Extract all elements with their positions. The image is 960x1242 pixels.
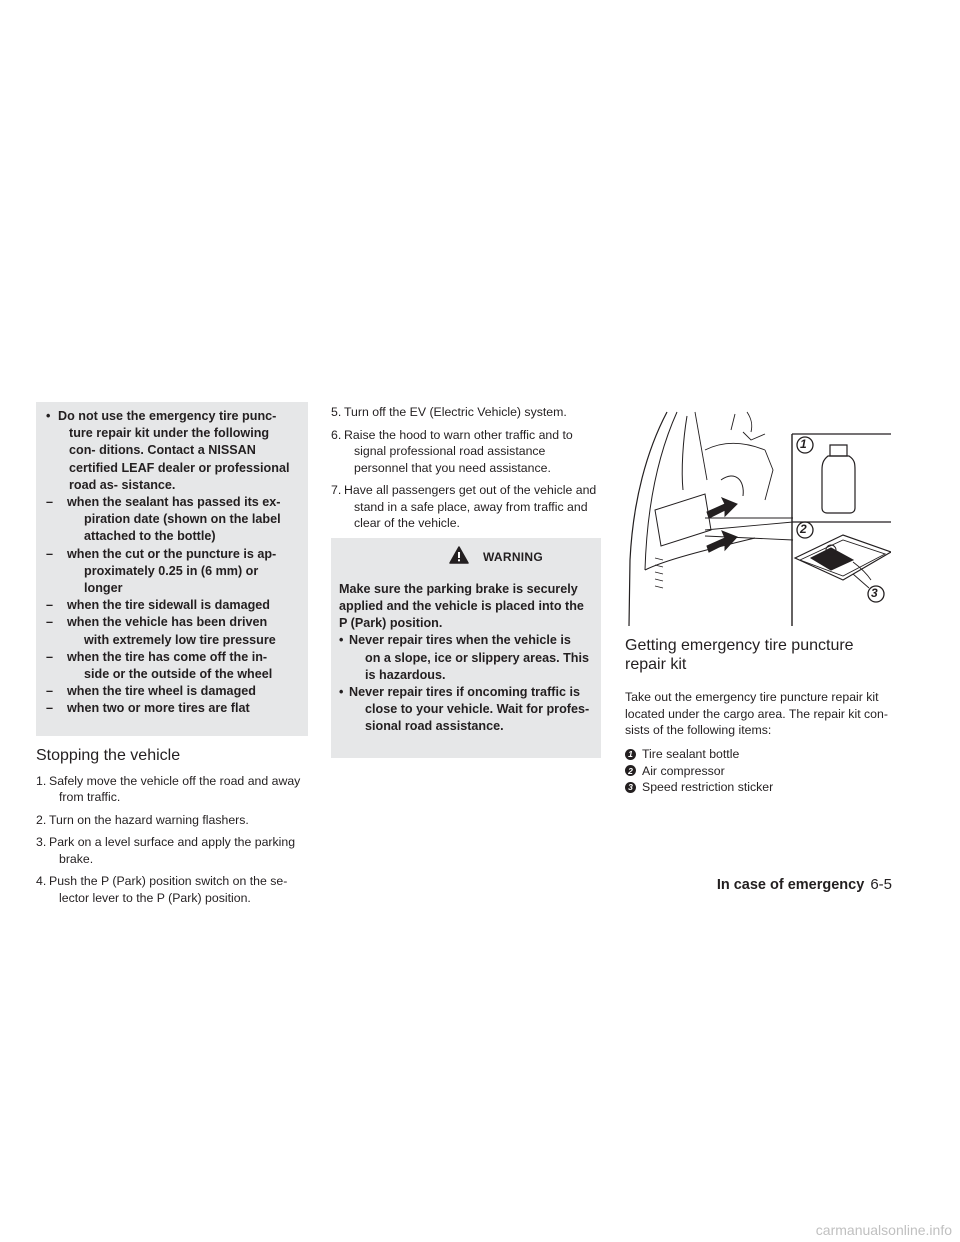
stopping-heading: Stopping the vehicle <box>36 746 181 764</box>
step-text: Have all passengers get out of the vehicle and <box>344 483 597 497</box>
condition-text-cont: with extremely low tire pressure <box>84 632 276 647</box>
step-number: 5. <box>331 405 342 419</box>
warning-icon <box>449 546 469 569</box>
kit-items <box>625 746 896 796</box>
warning-bullet-cont: close to your vehicle. Wait for profes- sional road assistance. <box>365 702 590 734</box>
warning-intro: Make sure the parking brake is securely applied and the vehicle is placed into the P (Park) position. <box>339 581 584 631</box>
step-item <box>36 834 308 867</box>
warning-title: WARNING <box>482 549 544 564</box>
warning-header <box>399 546 593 569</box>
step-item <box>331 427 601 477</box>
step-text-cont: signal professional road assistance personnel that you need assistance. <box>354 444 551 475</box>
item-label: Tire sealant bottle <box>642 747 740 761</box>
step-item <box>36 873 308 906</box>
step-item <box>331 404 601 421</box>
caution-intro-first: Do not use the emergency tire punc- <box>58 409 277 423</box>
step-text-cont: lector lever to the P (Park) position. <box>59 890 251 905</box>
item-number-badge: 1 <box>625 749 636 760</box>
caution-intro <box>46 408 298 494</box>
condition-text: when two or more tires are flat <box>67 701 250 716</box>
step-text: Safely move the vehicle off the road and away <box>49 773 301 788</box>
left-column <box>36 402 308 912</box>
warning-box <box>331 538 601 758</box>
callout-3: 3 <box>871 586 878 600</box>
kit-intro: Take out the emergency tire puncture repair kit located under the cargo area. The repair kit con- sists of the following items: <box>625 690 888 737</box>
page-footer <box>717 876 892 893</box>
warning-bullet-text: Never repair tires when the vehicle is <box>349 633 571 648</box>
item-number-badge: 3 <box>625 782 636 793</box>
step-number: 4. <box>36 874 47 889</box>
step-item <box>36 773 308 806</box>
list-item <box>625 746 896 763</box>
page-number: 6-5 <box>870 876 892 893</box>
condition-list <box>46 494 298 718</box>
condition-text: when the tire wheel is damaged <box>67 684 256 699</box>
list-item <box>625 763 896 780</box>
step-number: 1. <box>36 773 47 788</box>
condition-text: when the cut or the puncture is ap- <box>67 546 277 561</box>
step-number: 6. <box>331 427 342 442</box>
item-number-badge: 2 <box>625 765 636 776</box>
list-item <box>46 649 298 683</box>
stopping-steps-part1 <box>36 773 308 907</box>
step-item <box>331 482 601 532</box>
step-text: Turn off the EV (Electric Vehicle) system. <box>344 405 567 419</box>
middle-column <box>331 404 601 758</box>
condition-text: when the sealant has passed its ex- <box>67 495 281 510</box>
callout-2: 2 <box>800 522 807 536</box>
condition-text-cont: piration date (shown on the label attached to the bottle) <box>84 512 281 544</box>
warning-bullet <box>339 684 593 736</box>
list-item <box>46 614 298 648</box>
list-item <box>46 597 298 614</box>
condition-text-cont: proximately 0.25 in (6 mm) or longer <box>84 563 259 596</box>
step-number: 7. <box>331 483 342 497</box>
step-text: Push the P (Park) position switch on the se- <box>49 874 288 889</box>
callout-1: 1 <box>800 437 807 451</box>
kit-heading: Getting emergency tire puncture repair kit <box>625 637 854 673</box>
warning-bullet-cont: on a slope, ice or slippery areas. This is hazardous. <box>365 650 589 682</box>
step-item <box>36 812 308 829</box>
repair-kit-illustration <box>625 410 891 628</box>
warning-bullet <box>339 632 593 684</box>
list-item <box>46 700 298 717</box>
step-text: Raise the hood to warn other traffic and to <box>344 427 573 442</box>
warning-bullet-text: Never repair tires if oncoming traffic is <box>349 684 580 699</box>
condition-text: when the tire sidewall is damaged <box>67 598 270 613</box>
item-label: Speed restriction sticker <box>642 780 774 794</box>
caution-intro-rest: ture repair kit under the following con- ditions. Contact a NISSAN certified LEAF dealer or professional road as- sistance. <box>69 426 290 492</box>
step-text: Turn on the hazard warning flashers. <box>49 812 249 827</box>
step-text-cont: brake. <box>59 851 94 866</box>
step-text-cont: stand in a safe place, away from traffic and clear of the vehicle. <box>354 499 588 530</box>
condition-text: when the vehicle has been driven <box>67 615 268 630</box>
item-label: Air compressor <box>642 763 725 778</box>
list-item <box>46 494 298 546</box>
section-title: In case of emergency <box>716 877 865 893</box>
list-item <box>46 683 298 700</box>
caution-box <box>36 402 308 736</box>
list-item <box>46 546 298 598</box>
step-number: 3. <box>36 835 47 850</box>
condition-text-cont: side or the outside of the wheel <box>84 667 273 682</box>
stopping-steps-part2 <box>331 404 601 532</box>
list-item <box>625 779 896 796</box>
watermark: carmanualsonline.info <box>815 1222 952 1238</box>
condition-text: when the tire has come off the in- <box>67 649 268 664</box>
step-text: Park on a level surface and apply the parking <box>49 835 296 850</box>
step-text-cont: from traffic. <box>59 790 121 805</box>
step-number: 2. <box>36 812 47 827</box>
